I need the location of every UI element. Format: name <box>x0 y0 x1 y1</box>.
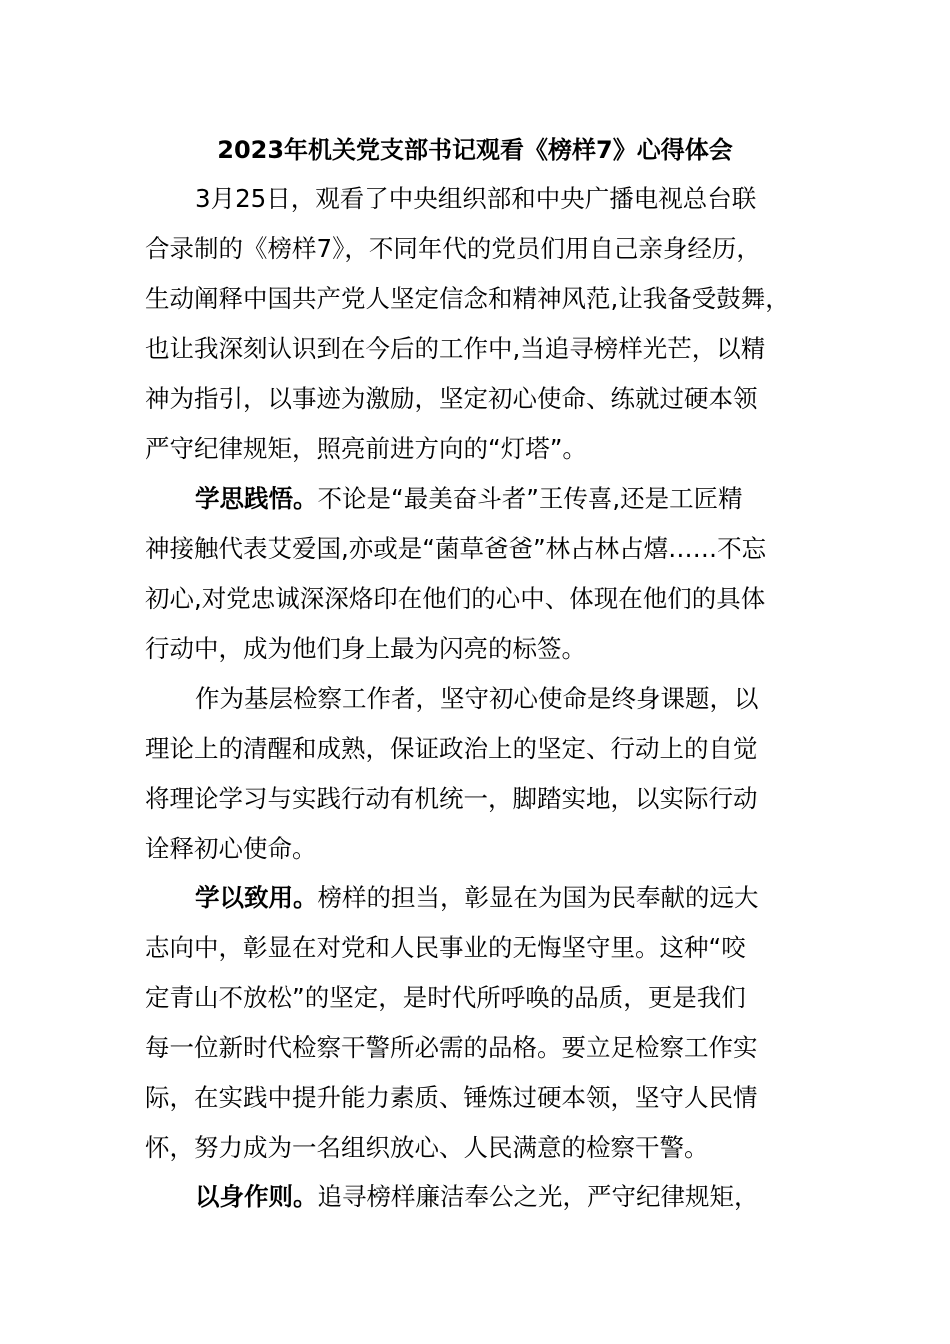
paragraph-apply-learning <box>145 873 815 1173</box>
text-line: 神接触代表艾爱国,亦或是“菌草爸爸”林占林占熺……不忘 <box>145 534 767 563</box>
text-span: 榜样的担当，彰显在为国为民奉献的远大 <box>317 883 759 912</box>
text-span: 追寻榜样廉洁奉公之光，严守纪律规矩， <box>317 1182 759 1211</box>
paragraph-intro <box>145 174 815 474</box>
text-span: 不论是“最美奋斗者”王传喜,还是工匠精 <box>317 484 743 513</box>
paragraph-heading: 以身作则。 <box>195 1182 318 1211</box>
text-line: 际，在实践中提升能力素质、锤炼过硬本领，坚守人民情 <box>145 1083 758 1112</box>
text-line <box>145 474 815 524</box>
text-line: 定青山不放松”的坚定，是时代所呼唤的品质，更是我们 <box>145 983 746 1012</box>
paragraph-study-reflect <box>145 474 815 674</box>
paragraph-lead-by-example <box>145 1172 815 1222</box>
text-line: 将理论学习与实践行动有机统一，脚踏实地，以实际行动 <box>145 784 758 813</box>
text-line: 初心,对党忠诚深深烙印在他们的心中、体现在他们的具体 <box>145 584 766 613</box>
paragraph-heading: 学以致用。 <box>195 883 318 912</box>
text-line <box>145 1172 815 1222</box>
text-line: 合录制的《榜样7》，不同年代的党员们用自己亲身经历， <box>145 234 761 263</box>
text-line: 志向中，彰显在对党和人民事业的无悔坚守里。这种“咬 <box>145 933 746 962</box>
document-title: 2023年机关党支部书记观看《榜样7》心得体会 <box>217 136 733 164</box>
text-line: 也让我深刻认识到在今后的工作中,当追寻榜样光芒，以精 <box>145 334 766 363</box>
text-line: 生动阐释中国共产党人坚定信念和精神风范,让我备受鼓舞， <box>145 284 790 313</box>
text-line: 怀，努力成为一名组织放心、人民满意的检察干警。 <box>145 1133 709 1162</box>
text-line: 神为指引，以事迹为激励，坚定初心使命、练就过硬本领 <box>145 384 758 413</box>
text-line: 3月25日，观看了中央组织部和中央广播电视总台联 <box>195 184 757 213</box>
paragraph-prosecutor <box>145 674 815 874</box>
text-line: 诠释初心使命。 <box>145 834 317 863</box>
text-line: 严守纪律规矩，照亮前进方向的“灯塔”。 <box>145 434 587 463</box>
paragraph-heading: 学思践悟。 <box>195 484 318 513</box>
text-line: 行动中，成为他们身上最为闪亮的标签。 <box>145 634 586 663</box>
text-line <box>145 873 815 923</box>
text-line: 作为基层检察工作者，坚守初心使命是终身课题，以 <box>195 684 759 713</box>
text-line: 每一位新时代检察干警所必需的品格。要立足检察工作实 <box>145 1033 758 1062</box>
text-line: 理论上的清醒和成熟，保证政治上的坚定、行动上的自觉 <box>145 734 758 763</box>
